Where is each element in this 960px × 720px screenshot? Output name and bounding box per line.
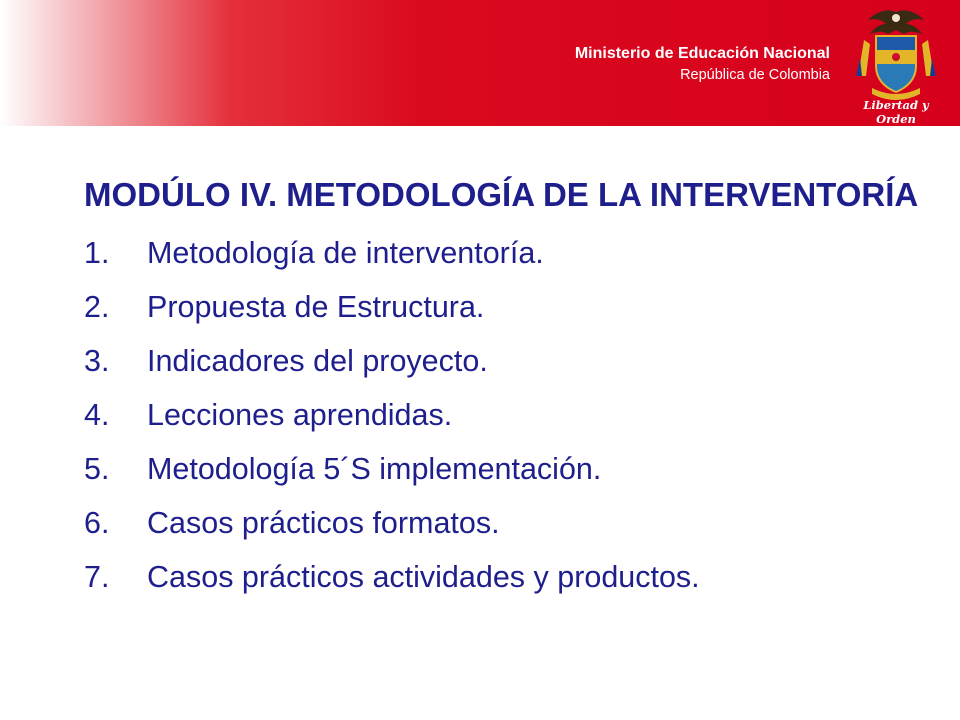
topic-list <box>84 226 944 604</box>
list-item <box>84 388 944 442</box>
ministry-name: Ministerio de Educación Nacional <box>574 45 830 62</box>
ministry-block <box>575 44 830 86</box>
slide-title: MODÚLO IV. METODOLOGÍA DE LA INTERVENTORÍA <box>84 176 919 213</box>
list-item <box>84 280 944 334</box>
list-item-number: 4. <box>84 398 110 432</box>
list-item <box>84 226 944 280</box>
list-item-number: 6. <box>84 506 110 540</box>
list-item-number: 1. <box>84 236 110 270</box>
list-item-text: Casos prácticos actividades y productos. <box>147 560 700 594</box>
country-name: República de Colombia <box>680 67 830 83</box>
list-item-text: Indicadores del proyecto. <box>147 344 488 378</box>
slide-content <box>84 172 944 604</box>
list-item-text: Lecciones aprendidas. <box>147 398 453 432</box>
list-item <box>84 550 944 604</box>
list-item-text: Propuesta de Estructura. <box>147 290 485 324</box>
list-item <box>84 496 944 550</box>
motto-text: Libertad y Orden <box>863 98 929 126</box>
list-item-text: Metodología de interventoría. <box>147 236 544 270</box>
list-item-number: 5. <box>84 452 110 486</box>
list-item <box>84 442 944 496</box>
list-item-number: 2. <box>84 290 110 324</box>
list-item <box>84 334 944 388</box>
list-item-text: Metodología 5´S implementación. <box>147 452 602 486</box>
list-item-number: 7. <box>84 560 110 594</box>
list-item-text: Casos prácticos formatos. <box>147 506 500 540</box>
header-banner <box>0 0 960 126</box>
list-item-number: 3. <box>84 344 110 378</box>
